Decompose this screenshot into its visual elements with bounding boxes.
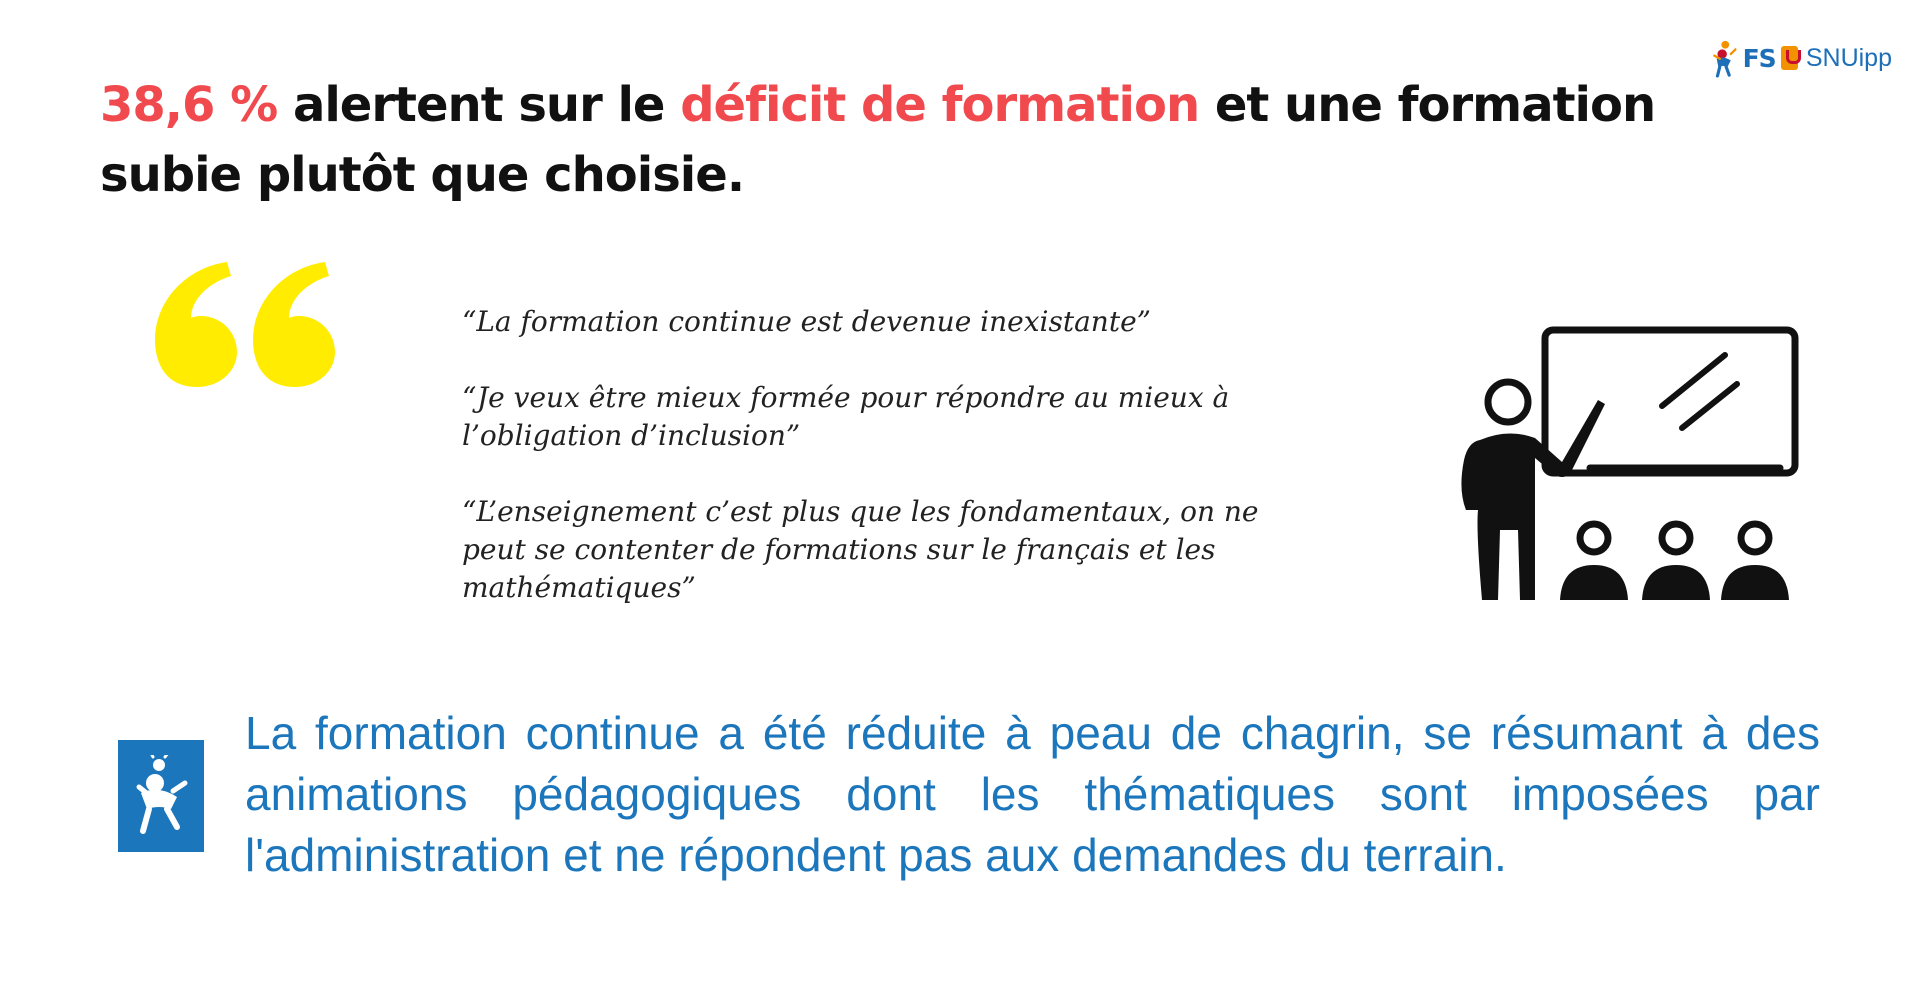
snuipp-logo-text: SNUipp xyxy=(1805,43,1892,72)
quote-3: “L’enseignement c’est plus que les fondamentaux, on ne peut se contenter de formations sur le français et les mathématiques” xyxy=(462,495,1259,604)
testimonial-quotes xyxy=(462,303,1282,645)
mascot-badge xyxy=(118,740,204,852)
headline xyxy=(100,70,1660,210)
quote-mark-icon xyxy=(155,262,335,392)
fsu-u-badge xyxy=(1781,46,1798,70)
headline-text-2: et une formation subie plutôt que choisie. xyxy=(100,77,1656,203)
quote-1: “La formation continue est devenue inexistante” xyxy=(462,305,1151,338)
headline-text-1: alertent sur le xyxy=(277,77,681,133)
fsu-snuipp-logo xyxy=(1712,30,1892,86)
mascot-icon xyxy=(133,755,189,837)
headline-stat: 38,6 % xyxy=(100,77,278,133)
teacher-classroom-icon xyxy=(1450,320,1800,610)
fsu-logo-text: FS xyxy=(1742,43,1776,73)
mascot-icon xyxy=(1712,33,1739,83)
quote-2: “Je veux être mieux formée pour répondre au mieux à l’obligation d’inclusion” xyxy=(462,381,1230,452)
conclusion-text: La formation continue a été réduite à peau de chagrin, se résumant à des animations pédagogiques dont les thématiques sont imposées par l'administration et ne répondent pas aux demandes du terrain. xyxy=(245,707,1820,881)
headline-highlight: déficit de formation xyxy=(680,77,1200,133)
